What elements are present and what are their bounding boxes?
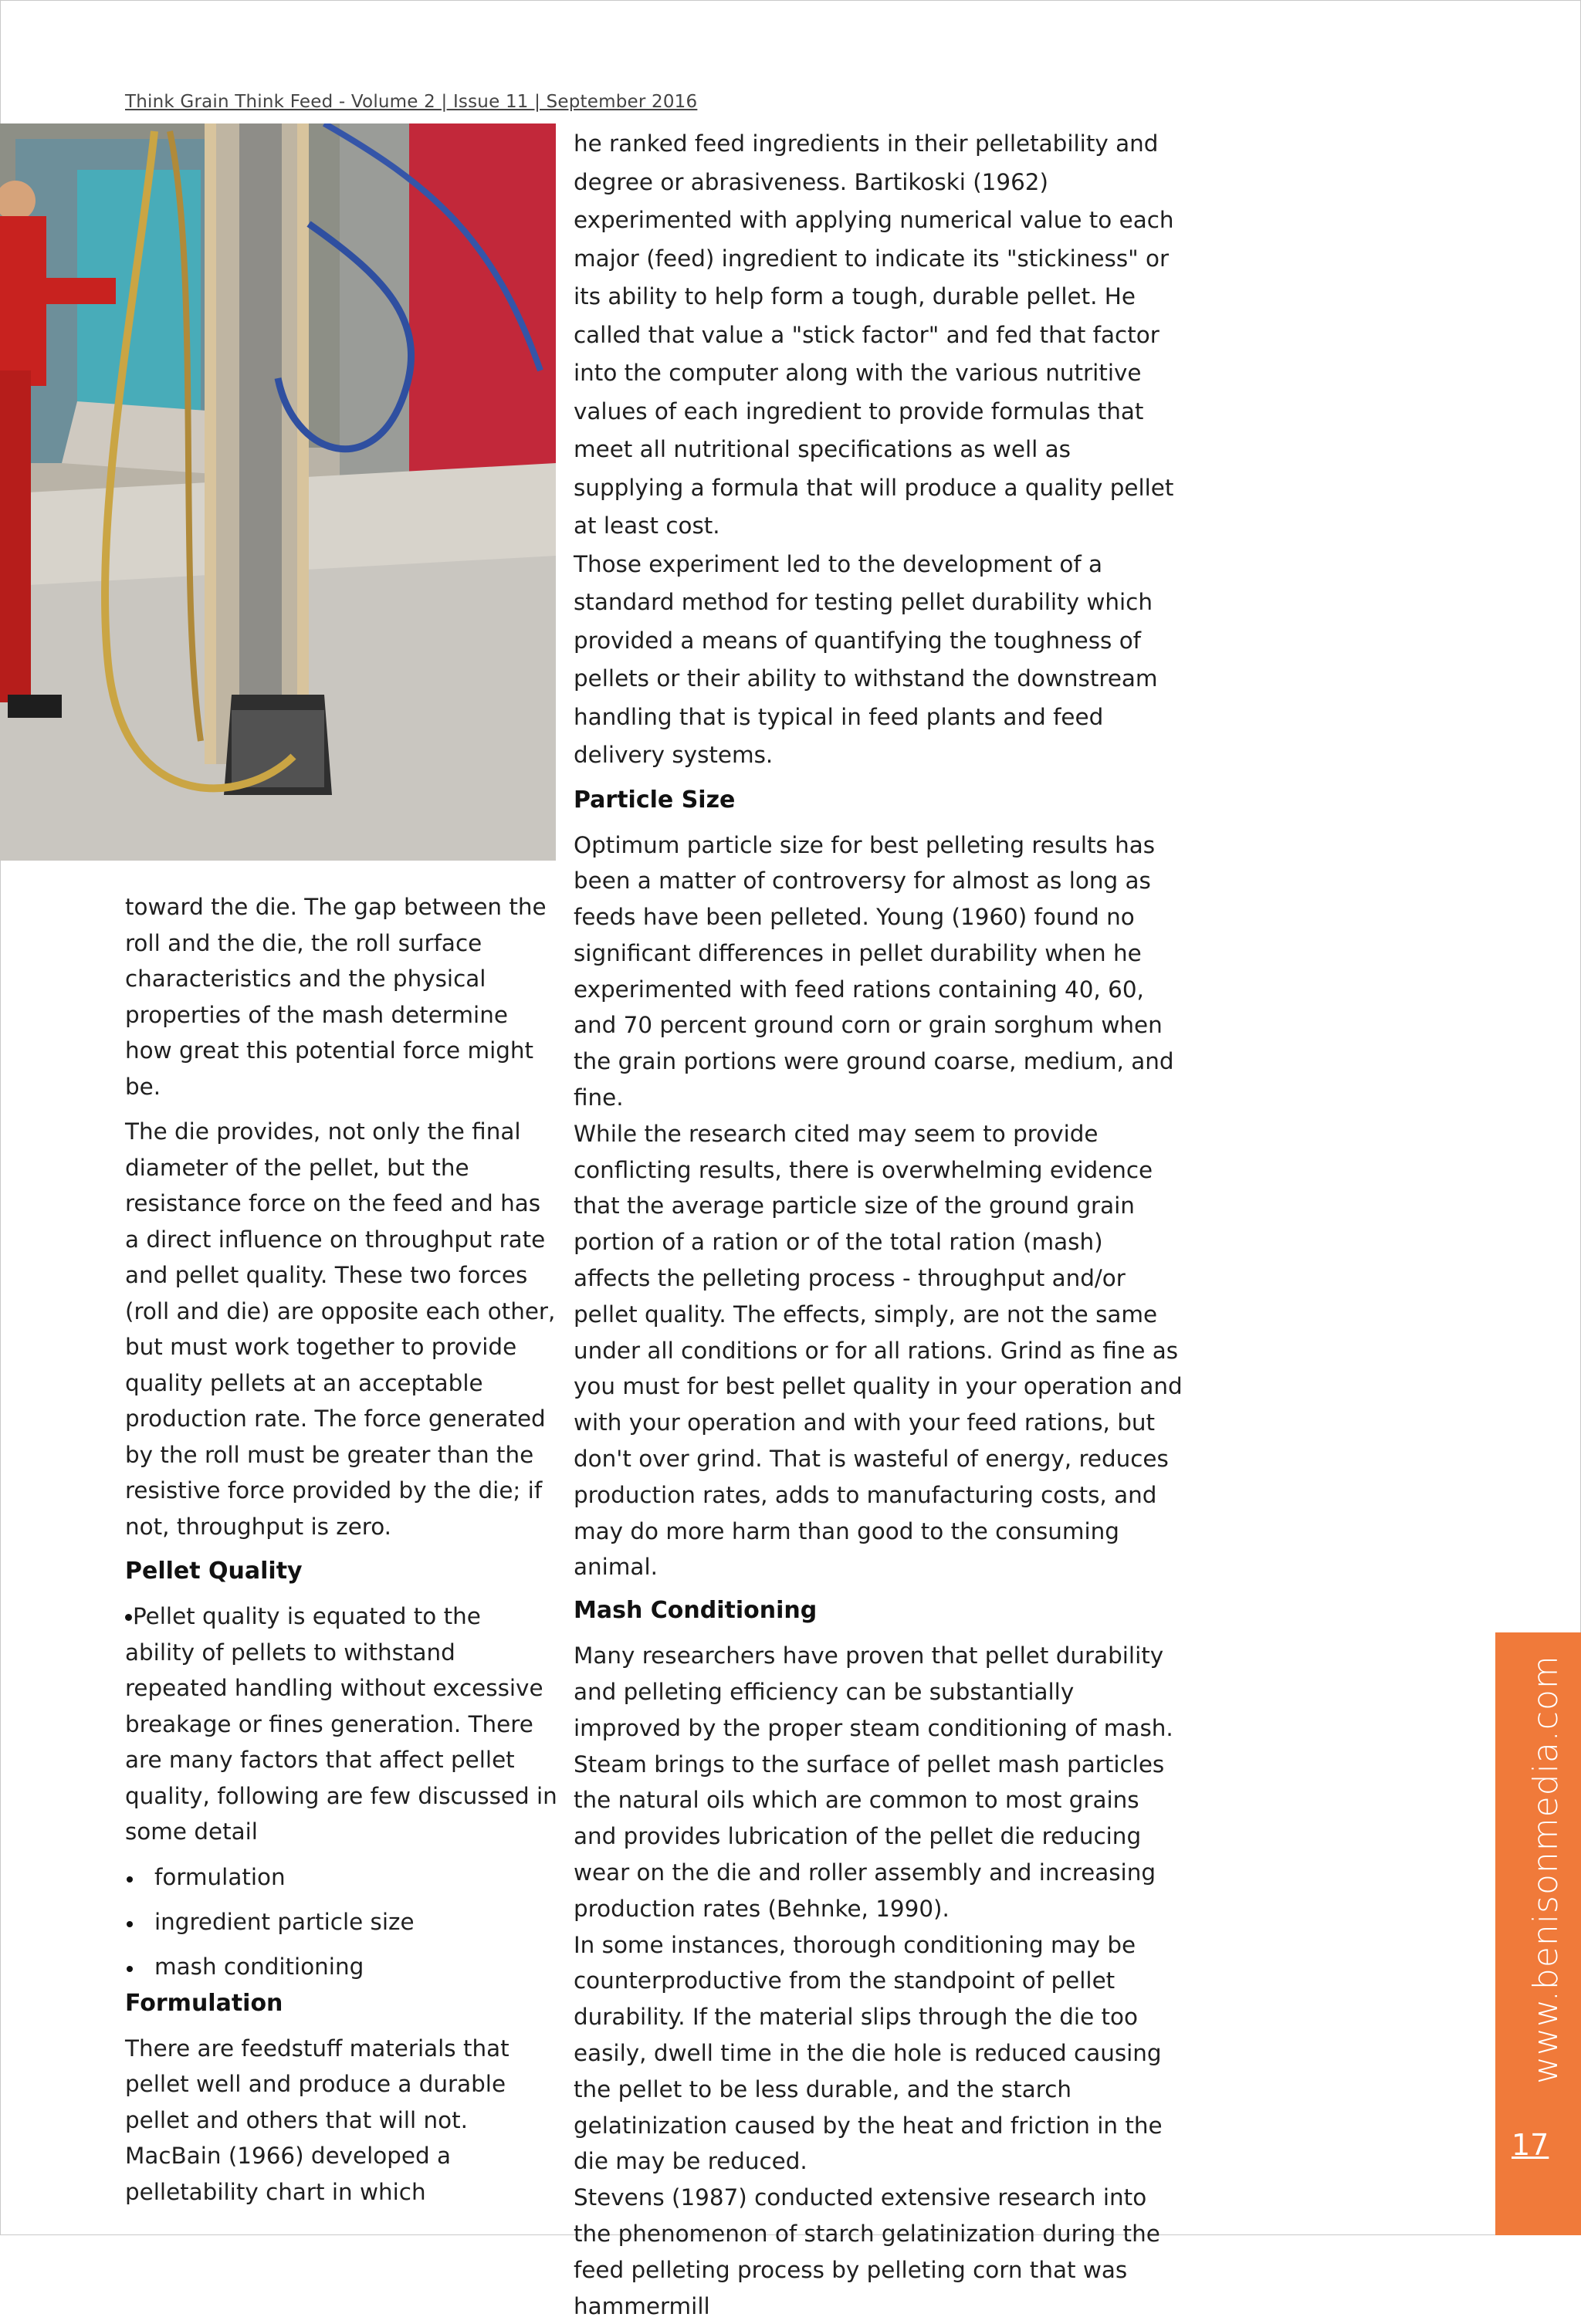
heading-particle-size: Particle Size — [574, 786, 736, 814]
right-column — [574, 125, 1183, 2324]
heading-formulation: Formulation — [125, 1989, 283, 2017]
left-paragraph-3 — [125, 1598, 557, 1850]
publisher-url[interactable]: www.benisonmedia.com — [1526, 1655, 1566, 2084]
left-column — [125, 889, 557, 2219]
page-number: 17 — [1512, 2128, 1549, 2162]
right-paragraph-2: Those experiment led to the development of a standard method for testing pellet durability which provided a means of quantifying the toughness of pellets or their ability to withstand the downstream handling that is typical in feed plants and feed delivery systems. — [574, 550, 1158, 768]
list-item: formulation — [125, 1859, 557, 1895]
left-paragraph-3-text: Pellet quality is equated to the ability of pellets to withstand repeated handling without excessive breakage or fines generation. There are many factors that affect pellet quality, following are few discussed in some detail — [125, 1603, 557, 1845]
right-paragraph-5: Many researchers have proven that pellet durability and pelleting efficiency can be substantially improved by the proper steam conditioning of mash. Steam brings to the surface of pellet mash particles the natural oils which are common to most grains and provides lubrication of the pellet die reducing wear on the die and roller assembly and increasing production rates (Behnke, 1990). — [574, 1642, 1173, 1922]
heading-pellet-quality: Pellet Quality — [125, 1558, 303, 1585]
left-paragraph-2: The die provides, not only the final diameter of the pellet, but the resistance force on the feed and has a direct influence on throughput rate and pellet quality. These two forces (roll and die) are opposite each other, but must work together to provide quality pellets at an acceptable production rate. The force generated by the roll must be greater than the resistive force provided by the die; if not, throughput is zero. — [125, 1118, 556, 1540]
right-paragraph-7: Stevens (1987) conducted extensive research into the phenomenon of starch gelatinization during the feed pelleting process by pelleting corn that was hammermill — [574, 2184, 1160, 2319]
right-paragraph-6: In some instances, thorough conditioning may be counterproductive from the standpoint of pellet durability. If the material slips through the die too easily, dwell time in the die hole is reduced causing the pellet to be less durable, and the starch gelatinization caused by the heat and friction in the die may be reduced. — [574, 1931, 1163, 2175]
equipment-photo — [0, 123, 556, 861]
right-paragraph-3: Optimum particle size for best pelleting results has been a matter of controversy for almost as long as feeds have been pelleted. Young (1960) found no significant differences in pellet durability when he experimented with feed rations containing 40, 60, and 70 percent ground corn or grain sorghum when the grain portions were ground coarse, medium, and fine. — [574, 831, 1174, 1111]
list-item: mash conditioning — [125, 1949, 557, 1984]
bullet-dot-icon — [125, 1614, 132, 1621]
right-paragraph-4: While the research cited may seem to provide conflicting results, there is overwhelming evidence that the average particle size of the ground grain portion of a ration or of the total ration (mash) affects the pelleting process - throughput and/or pellet quality. The effects, simply, are not the same under all conditions or for all rations. Grind as fine as you must for best pellet quality in your operation and with your operation and with your feed rations, but don't over grind. That is wasteful of energy, reduces production rates, adds to manufacturing costs, and may do more harm than good to the consuming animal. — [574, 1120, 1183, 1581]
left-paragraph-4: There are feedstuff materials that pellet well and produce a durable pellet and others that will not. MacBain (1966) developed a pelletability chart in which — [125, 2035, 510, 2205]
factor-list — [125, 1859, 557, 1984]
running-header: Think Grain Think Feed - Volume 2 | Issue 11 | September 2016 — [125, 92, 698, 112]
right-paragraph-1: he ranked feed ingredients in their pelletability and degree or abrasiveness. Bartikoski (1962) experimented with applying numerical value to each major (feed) ingredient to indicate its "stickiness" or its ability to help form a tough, durable pellet. He called that value a "stick factor" and fed that factor into the computer along with the various nutritive values of each ingredient to provide formulas that meet all nutritional specifications as well as supplying a formula that will produce a quality pellet at least cost. — [574, 130, 1174, 539]
heading-mash-conditioning: Mash Conditioning — [574, 1597, 818, 1625]
list-item: ingredient particle size — [125, 1904, 557, 1940]
left-paragraph-1: toward the die. The gap between the roll and the die, the roll surface characteristics and the physical properties of the mash determine how great this potential force might be. — [125, 894, 547, 1100]
